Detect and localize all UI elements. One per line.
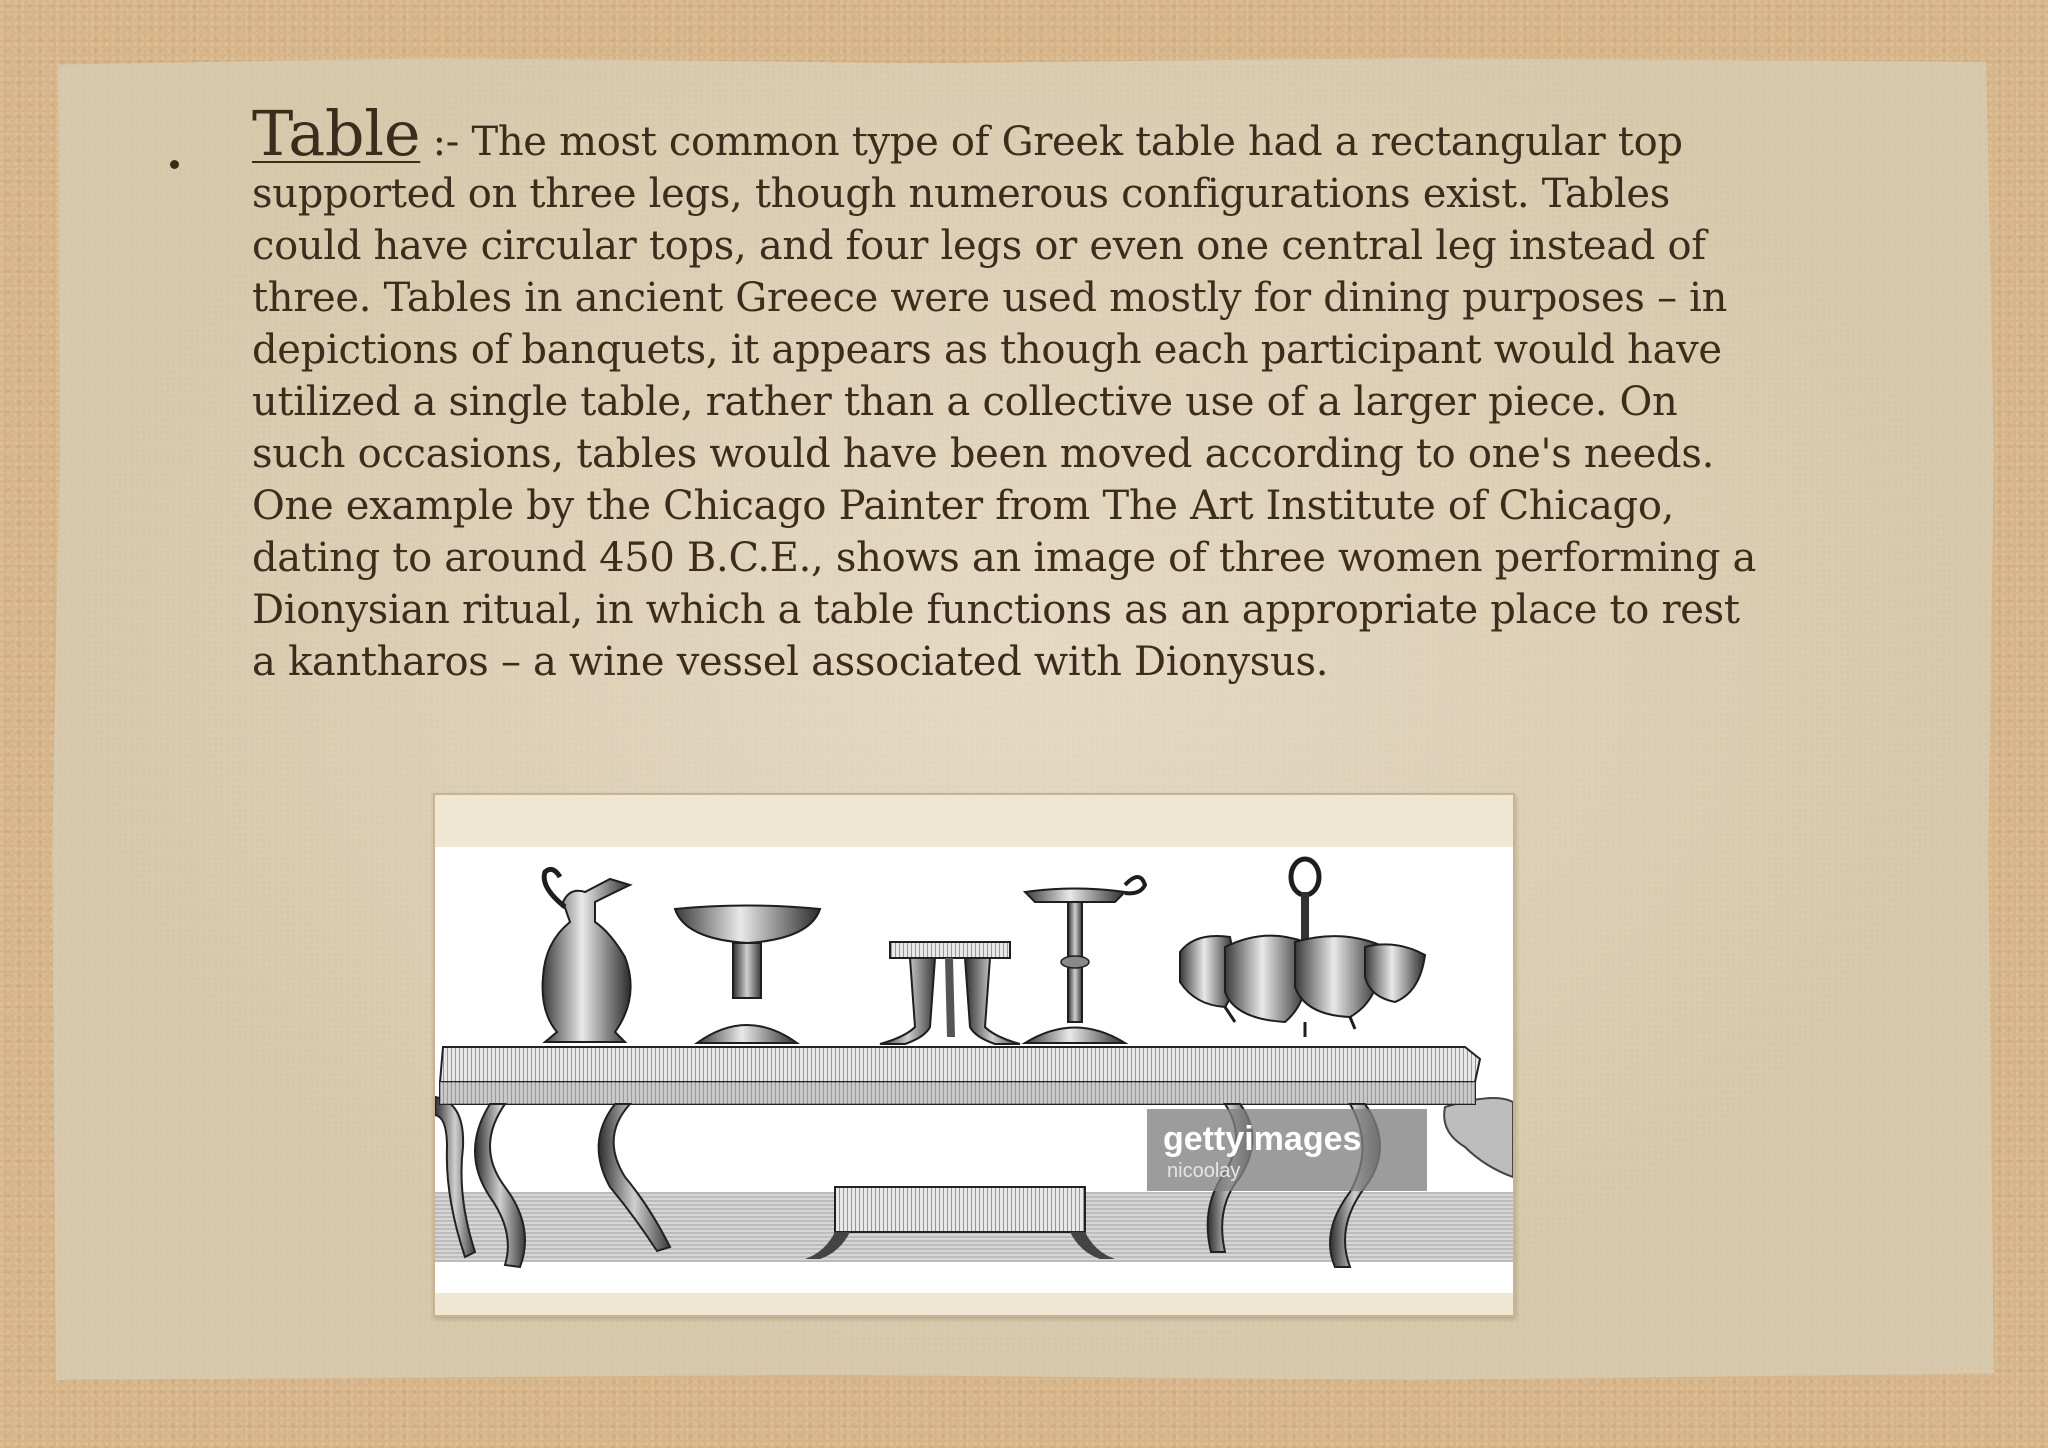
- description-text: :- The most common type of Greek table had a rectangular top supported on three legs, though numerous configurations exist. Tables could have circular tops, and four legs or even one central leg instead of three. Tables in ancient Greece were used mostly for dining purposes – in depictions of banquets, it appears as though each participant would have utilized a single table, rather than a collective use of a larger piece. On such occasions, tables would have been moved according to one's needs. One example by the Chicago Painter from The Art Institute of Chicago, dating to around 450 B.C.E., shows an image of three women performing a Dionysian ritual, in which a table functions as an appropriate place to rest a kantharos – a wine vessel associated with Dionysus.: [252, 119, 1757, 685]
- watermark-credit: nicoolay: [1167, 1160, 1241, 1182]
- small-stand: [880, 942, 1020, 1044]
- bullet-text: [252, 97, 1772, 688]
- table-top: [440, 1047, 1480, 1082]
- bowl-stand-vessel: [675, 906, 820, 1044]
- watermark-brand: gettyimages: [1163, 1120, 1362, 1158]
- term-heading: Table: [252, 97, 421, 170]
- greek-table-illustration: [435, 847, 1513, 1293]
- lamp-stand: [1025, 877, 1145, 1043]
- basket-fragment-right: [1444, 1098, 1513, 1177]
- footstool: [835, 1187, 1085, 1232]
- vessel-cluster: [1180, 859, 1425, 1037]
- jug-vessel: [543, 869, 631, 1042]
- illustration-frame: [433, 793, 1515, 1317]
- engraving-drawing: [435, 847, 1513, 1293]
- bullet-icon: [170, 160, 179, 169]
- watermark: [1147, 1109, 1427, 1191]
